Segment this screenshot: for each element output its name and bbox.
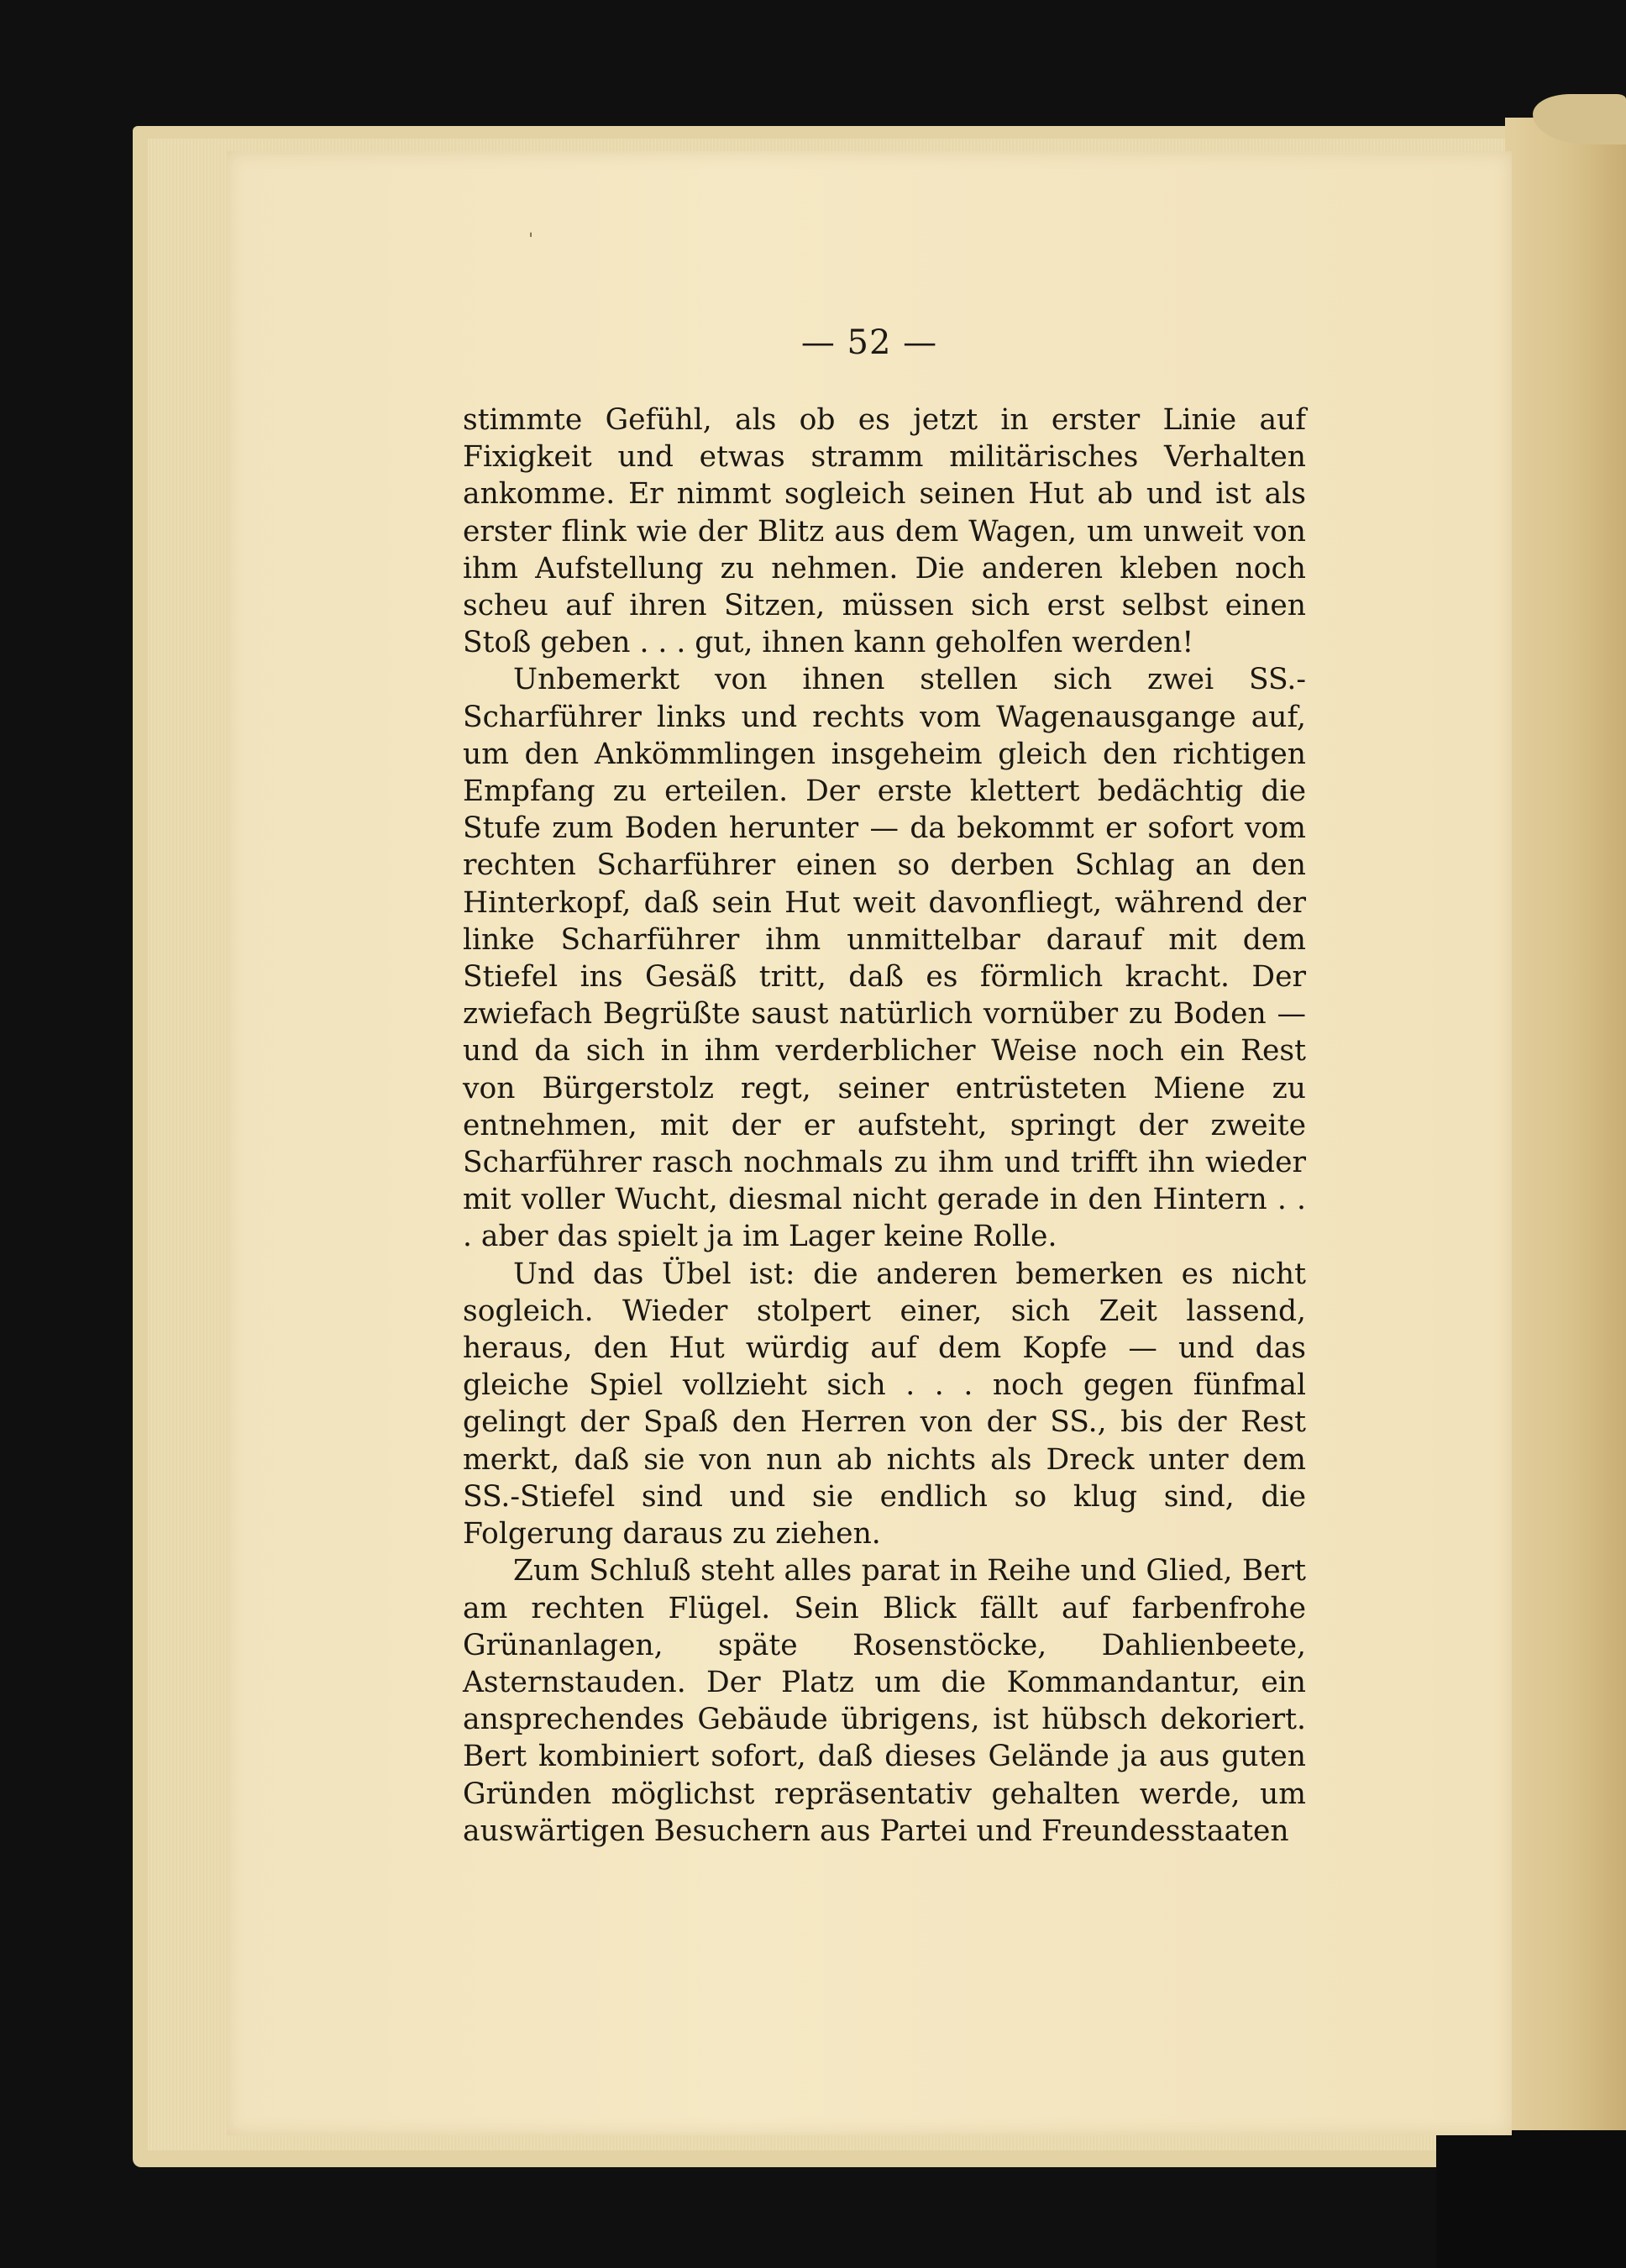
paragraph: Zum Schluß steht alles parat in Reihe und Glied, Bert am rechten Flügel. Sein Blick fällt auf farbenfrohe Grünanlagen, späte Rosenstöcke, Dahlienbeete, Asternstauden. Der Platz um die Kommandantur, ein ansprechendes Gebäude übrigens, ist hübsch dekoriert. Bert kombiniert sofort, daß dieses Gelände ja aus guten Gründen möglichst repräsentativ gehalten werde, um auswärtigen Besuchern aus Partei und Freundesstaaten [463, 1554, 1306, 1848]
book-gutter [1505, 118, 1626, 2167]
paragraph: Unbemerkt von ihnen stellen sich zwei SS.-Scharführer links und rechts vom Wagenausgange auf, um den Ankömmlingen insgeheim gleich den richtigen Empfang zu erteilen. Der erste klettert bedächtig die Stufe zum Boden herunter — da bekommt er sofort vom rechten Scharführer einen so derben Schlag an den Hinterkopf, daß sein Hut weit davonfliegt, während der linke Scharführer ihm unmittelbar darauf mit dem Stiefel ins Gesäß tritt, daß es förmlich kracht. Der zwiefach Begrüßte saust natürlich vornüber zu Boden — und da sich in ihm verderblicher Weise noch ein Rest von Bürgerstolz regt, seiner entrüsteten Miene zu entnehmen, mit der er aufsteht, springt der zweite Scharführer rasch nochmals zu ihm und trifft ihn wieder mit voller Wucht, diesmal nicht gerade in den Hintern . . . aber das spielt ja im Lager keine Rolle. [463, 663, 1306, 1254]
paragraph: Und das Übel ist: die anderen bemerken es nicht sogleich. Wieder stolpert einer, sich Zeit lassend, heraus, den Hut würdig auf dem Kopfe — und das gleiche Spiel vollzieht sich . . . noch gegen fünfmal gelingt der Spaß den Herren von der SS., bis der Rest merkt, daß sie von nun ab nichts als Dreck unter dem SS.-Stiefel sind und sie endlich so klug sind, die Folgerung daraus zu ziehen. [463, 1257, 1306, 1551]
binding-shadow [1436, 2130, 1626, 2268]
page-number: — 52 — [800, 323, 938, 362]
ink-speck: ˌ [528, 218, 534, 239]
paragraph: stimmte Gefühl, als ob es jetzt in erster Linie auf Fixigkeit und etwas stramm militärisches Verhalten ankomme. Er nimmt sogleich seinen Hut ab und ist als erster flink wie der Blitz aus dem Wagen, um unweit von ihm Aufstellung zu nehmen. Die anderen kleben noch scheu auf ihren Sitzen, müssen sich erst selbst einen Stoß geben . . . gut, ihnen kann geholfen werden! [463, 403, 1306, 660]
body-text [463, 402, 1306, 1850]
